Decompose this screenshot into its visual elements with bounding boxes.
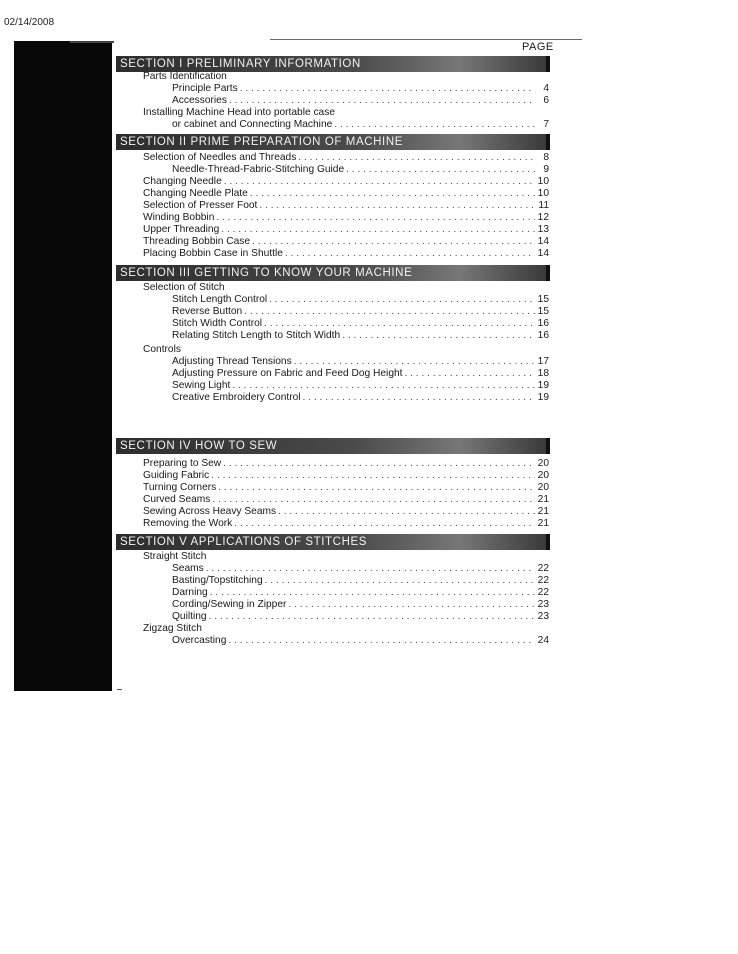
toc-entry — [172, 380, 549, 392]
toc-entry — [172, 575, 549, 587]
toc-entry-page: 19 — [537, 392, 549, 403]
toc-entry — [172, 119, 549, 131]
toc-entry-title: Creative Embroidery Control — [172, 392, 301, 403]
toc-entry-page: 23 — [537, 611, 549, 622]
toc-entry-page: 10 — [537, 188, 549, 199]
toc-entry — [172, 95, 549, 107]
dot-leader — [404, 368, 535, 380]
dot-leader — [303, 392, 535, 404]
toc-entry-title: Stitch Width Control — [172, 318, 263, 329]
toc-entry-page: 21 — [537, 506, 549, 517]
section-header: SECTION V APPLICATIONS OF STITCHES — [116, 534, 550, 550]
toc-entry — [143, 470, 549, 482]
toc-entry-page: 22 — [537, 575, 549, 586]
toc-entry — [143, 494, 549, 506]
toc-entry-page: 12 — [537, 212, 549, 223]
toc-entry-page: 21 — [537, 494, 549, 505]
dot-leader — [264, 318, 535, 330]
toc-entry-title: Removing the Work — [143, 518, 233, 529]
toc-entry-title: Winding Bobbin — [143, 212, 215, 223]
dot-leader — [212, 494, 535, 506]
toc-entry-title: Selection of Needles and Threads — [143, 152, 297, 163]
section-header: SECTION IV HOW TO SEW — [116, 438, 550, 454]
toc-entry — [143, 236, 549, 248]
toc-entry-page: 17 — [537, 356, 549, 367]
dot-leader — [265, 575, 535, 587]
dot-leader — [288, 599, 535, 611]
toc-entry-page: 22 — [537, 587, 549, 598]
toc-entry-title: Adjusting Thread Tensions — [172, 356, 292, 367]
toc-entry — [172, 599, 549, 611]
top-rule-left — [70, 41, 114, 43]
dot-leader — [298, 152, 535, 164]
toc-entry — [143, 458, 549, 470]
dot-leader — [209, 611, 535, 623]
toc-entry-title: or cabinet and Connecting Machine — [172, 119, 333, 130]
toc-entry-page: 18 — [537, 368, 549, 379]
toc-entry — [172, 356, 549, 368]
toc-group-heading: Selection of Stitch — [143, 282, 225, 293]
toc-entry — [172, 392, 549, 404]
toc-entry — [143, 212, 549, 224]
toc-entry — [143, 200, 549, 212]
dot-leader — [210, 587, 535, 599]
dot-leader — [224, 176, 535, 188]
dot-leader — [229, 95, 535, 107]
dot-leader — [228, 635, 535, 647]
toc-entry-page: 14 — [537, 248, 549, 259]
top-rule — [270, 39, 582, 40]
toc-group-heading: Installing Machine Head into portable case — [143, 107, 335, 118]
toc-entry-page: 7 — [543, 119, 549, 130]
toc-entry-title: Upper Threading — [143, 224, 220, 235]
dot-leader — [206, 563, 535, 575]
dot-leader — [269, 294, 535, 306]
toc-entry-title: Placing Bobbin Case in Shuttle — [143, 248, 283, 259]
toc-entry — [172, 164, 549, 176]
toc-entry-title: Guiding Fabric — [143, 470, 210, 481]
dot-leader — [211, 470, 535, 482]
dot-leader — [244, 306, 535, 318]
toc-entry-page: 15 — [537, 294, 549, 305]
toc-entry — [143, 176, 549, 188]
toc-entry-title: Basting/Topstitching — [172, 575, 263, 586]
toc-entry-page: 13 — [537, 224, 549, 235]
toc-entry-page: 9 — [543, 164, 549, 175]
toc-entry-page: 16 — [537, 318, 549, 329]
toc-entry — [143, 482, 549, 494]
toc-entry-title: Principle Parts — [172, 83, 238, 94]
toc-entry — [172, 635, 549, 647]
section-header: SECTION I PRELIMINARY INFORMATION — [116, 56, 550, 72]
scan-edge-shadow — [14, 41, 112, 691]
toc-entry-page: 20 — [537, 482, 549, 493]
toc-entry-title: Darning — [172, 587, 208, 598]
dot-leader — [252, 236, 535, 248]
toc-group-heading: Parts Identification — [143, 71, 227, 82]
toc-entry — [172, 83, 549, 95]
toc-entry-title: Threading Bobbin Case — [143, 236, 251, 247]
toc-entry-page: 14 — [537, 236, 549, 247]
toc-entry — [143, 518, 549, 530]
dot-leader — [221, 224, 535, 236]
toc-entry — [143, 188, 549, 200]
toc-entry-page: 6 — [543, 95, 549, 106]
toc-entry — [172, 563, 549, 575]
toc-entry-page: 21 — [537, 518, 549, 529]
toc-entry-page: 4 — [543, 83, 549, 94]
toc-entry-page: 16 — [537, 330, 549, 341]
toc-entry — [172, 306, 549, 318]
toc-entry-title: Quilting — [172, 611, 207, 622]
toc-entry-title: Changing Needle — [143, 176, 222, 187]
dot-leader — [278, 506, 535, 518]
toc-entry-title: Preparing to Sew — [143, 458, 222, 469]
toc-entry-title: Selection of Presser Foot — [143, 200, 258, 211]
toc-entry — [172, 318, 549, 330]
toc-entry-page: 19 — [537, 380, 549, 391]
dot-leader — [232, 380, 535, 392]
dot-leader — [285, 248, 535, 260]
document-date: 02/14/2008 — [4, 17, 55, 28]
dot-leader — [346, 164, 535, 176]
dot-leader — [342, 330, 535, 342]
toc-entry-title: Seams — [172, 563, 204, 574]
toc-entry — [143, 506, 549, 518]
toc-entry-title: Adjusting Pressure on Fabric and Feed Dog Height — [172, 368, 403, 379]
toc-entry-title: Cording/Sewing in Zipper — [172, 599, 287, 610]
section-header: SECTION II PRIME PREPARATION OF MACHINE — [116, 134, 550, 150]
dot-leader — [234, 518, 535, 530]
dot-leader — [334, 119, 535, 131]
toc-entry-page: 22 — [537, 563, 549, 574]
toc-entry-title: Sewing Light — [172, 380, 231, 391]
toc-entry-title: Accessories — [172, 95, 227, 106]
page-column-label: PAGE — [522, 41, 554, 53]
toc-group-heading: Zigzag Stitch — [143, 623, 202, 634]
toc-entry-title: Needle-Thread-Fabric-Stitching Guide — [172, 164, 345, 175]
toc-entry-title: Stitch Length Control — [172, 294, 268, 305]
dot-leader — [294, 356, 535, 368]
toc-entry — [172, 330, 549, 342]
toc-entry-page: 24 — [537, 635, 549, 646]
toc-entry-title: Relating Stitch Length to Stitch Width — [172, 330, 341, 341]
toc-entry-title: Turning Corners — [143, 482, 217, 493]
toc-entry-page: 10 — [537, 176, 549, 187]
toc-entry-page: 15 — [537, 306, 549, 317]
toc-entry-title: Sewing Across Heavy Seams — [143, 506, 277, 517]
margin-tick — [117, 689, 122, 690]
dot-leader — [223, 458, 535, 470]
toc-entry-page: 23 — [537, 599, 549, 610]
toc-entry-title: Overcasting — [172, 635, 227, 646]
toc-entry-page: 11 — [538, 200, 549, 211]
toc-group-heading: Controls — [143, 344, 181, 355]
toc-entry — [172, 294, 549, 306]
toc-entry-title: Changing Needle Plate — [143, 188, 248, 199]
dot-leader — [250, 188, 535, 200]
toc-entry — [172, 587, 549, 599]
toc-entry-page: 20 — [537, 458, 549, 469]
toc-entry-title: Reverse Button — [172, 306, 243, 317]
dot-leader — [218, 482, 535, 494]
dot-leader — [216, 212, 535, 224]
toc-entry — [172, 611, 549, 623]
dot-leader — [240, 83, 535, 95]
toc-entry — [143, 152, 549, 164]
toc-entry-title: Curved Seams — [143, 494, 211, 505]
dot-leader — [259, 200, 535, 212]
section-header: SECTION III GETTING TO KNOW YOUR MACHINE — [116, 265, 550, 281]
toc-group-heading: Straight Stitch — [143, 551, 207, 562]
toc-entry — [172, 368, 549, 380]
toc-entry — [143, 224, 549, 236]
toc-entry — [143, 248, 549, 260]
toc-entry-page: 8 — [543, 152, 549, 163]
toc-entry-page: 20 — [537, 470, 549, 481]
